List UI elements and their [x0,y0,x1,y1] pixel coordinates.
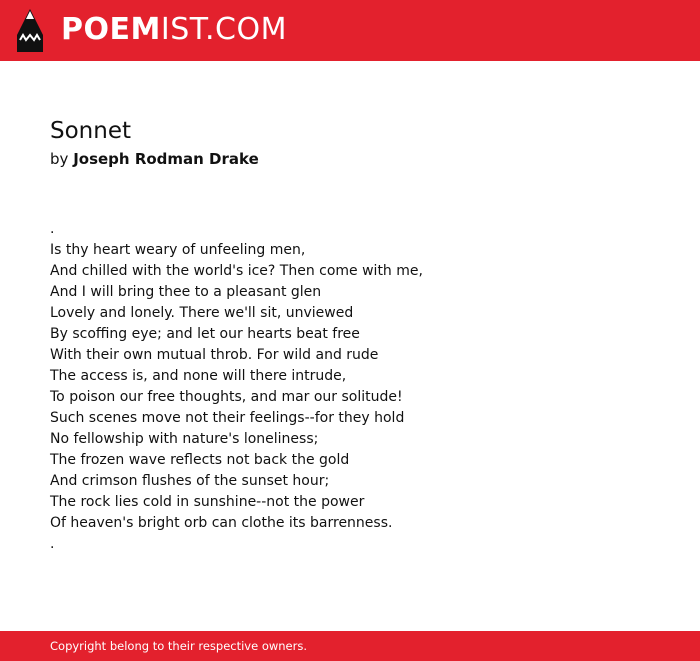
poem-byline [50,148,259,170]
poem-line: The frozen wave reflects not back the gold [50,452,350,468]
poem-line: With their own mutual throb. For wild and rude [50,347,379,363]
poem-line: No fellowship with nature's loneliness; [50,431,319,447]
author-name: Joseph Rodman Drake [73,150,259,168]
copyright-text: Copyright belong to their respective owners. [50,639,308,653]
logo-bold-text: POEM [61,12,161,47]
poem-line: . [50,536,55,552]
pencil-icon[interactable] [17,9,43,52]
logo-light-text: IST.COM [160,12,287,47]
poem-line: Of heaven's bright orb can clothe its barrenness. [50,515,393,531]
poem-line: Is thy heart weary of unfeeling men, [50,242,306,258]
poem-line: The rock lies cold in sunshine--not the power [50,494,365,510]
site-footer [0,631,700,661]
poem-line: . [50,221,55,237]
poem-line: The access is, and none will there intrude, [50,368,347,384]
poem-title: Sonnet [50,118,131,144]
by-label: by [50,150,69,168]
poem-line: To poison our free thoughts, and mar our solitude! [50,389,403,405]
poem-line: And I will bring thee to a pleasant glen [50,284,322,300]
poem-line: Lovely and lonely. There we'll sit, unviewed [50,305,354,321]
poem-line: By scoffing eye; and let our hearts beat free [50,326,360,342]
poem-line: Such scenes move not their feelings--for they hold [50,410,405,426]
site-logo[interactable] [61,12,287,48]
poem-body [50,219,423,555]
site-header [0,0,700,61]
poem-line: And crimson flushes of the sunset hour; [50,473,330,489]
poem-line: And chilled with the world's ice? Then come with me, [50,263,423,279]
